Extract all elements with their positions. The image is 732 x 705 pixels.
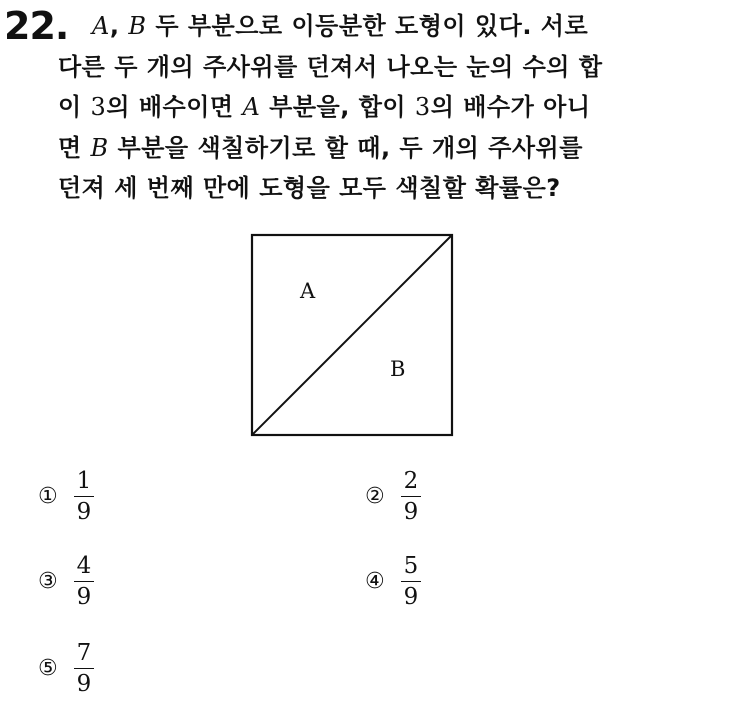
fraction-bar	[74, 581, 94, 582]
fraction-bar	[74, 496, 94, 497]
region-label-b: B	[390, 357, 406, 381]
denominator: 9	[403, 499, 419, 525]
variable-a: A	[92, 12, 110, 40]
denominator: 9	[76, 671, 92, 697]
numerator: 4	[76, 553, 92, 579]
question-number: 22.	[4, 4, 69, 48]
fraction	[74, 468, 94, 525]
choice-marker: ⑤	[38, 656, 58, 681]
text-segment: 부분을, 합이	[260, 93, 415, 121]
text-segment: 던져 세 번째 만에 도형을 모두 색칠할 확률은?	[58, 174, 561, 202]
fraction-bar	[401, 496, 421, 497]
fraction-bar	[74, 668, 94, 669]
choice-4[interactable]	[365, 553, 421, 610]
denominator: 9	[76, 584, 92, 610]
text-segment: 부분을 색칠하기로 할 때, 두 개의 주사위를	[108, 133, 583, 162]
choice-marker: ④	[365, 569, 385, 594]
fraction	[74, 553, 94, 610]
variable-a: A	[242, 93, 261, 121]
question-line-3	[58, 87, 718, 128]
numerator: 2	[403, 468, 419, 494]
question-line-2	[58, 47, 718, 88]
numerator: 7	[76, 640, 92, 666]
choice-2[interactable]	[365, 468, 421, 525]
fraction	[74, 640, 94, 697]
fraction-bar	[401, 581, 421, 582]
question-line-5	[58, 168, 718, 209]
choice-3[interactable]	[38, 553, 94, 610]
number-3: 3	[90, 93, 107, 121]
fraction	[401, 468, 421, 525]
text-segment: ,	[109, 12, 129, 40]
text-segment: 이	[58, 93, 91, 121]
question-line-4	[58, 128, 718, 169]
square-figure	[250, 233, 456, 439]
numerator: 5	[403, 553, 419, 579]
text-segment: 다른 두 개의 주사위를 던져서 나오는 눈의 수의 합	[58, 52, 603, 81]
region-label-a: A	[300, 279, 316, 303]
text-segment: 두 부분으로 이등분한 도형이 있다. 서로	[146, 12, 589, 40]
text-segment: 의 배수이면	[106, 93, 243, 121]
denominator: 9	[76, 499, 92, 525]
question-line-1	[58, 6, 718, 47]
variable-b: B	[90, 133, 109, 162]
variable-b: B	[128, 12, 147, 40]
choice-marker: ②	[365, 484, 385, 509]
diagonal-line	[252, 235, 452, 435]
choice-1[interactable]	[38, 468, 94, 525]
number-3: 3	[414, 93, 431, 121]
text-segment: 면	[58, 133, 91, 162]
choice-marker: ③	[38, 569, 58, 594]
text-segment: 의 배수가 아니	[430, 93, 591, 121]
question-text	[58, 6, 718, 209]
fraction	[401, 553, 421, 610]
denominator: 9	[403, 584, 419, 610]
numerator: 1	[76, 468, 92, 494]
choice-marker: ①	[38, 484, 58, 509]
square-diagram	[250, 233, 456, 439]
choice-5[interactable]	[38, 640, 94, 697]
